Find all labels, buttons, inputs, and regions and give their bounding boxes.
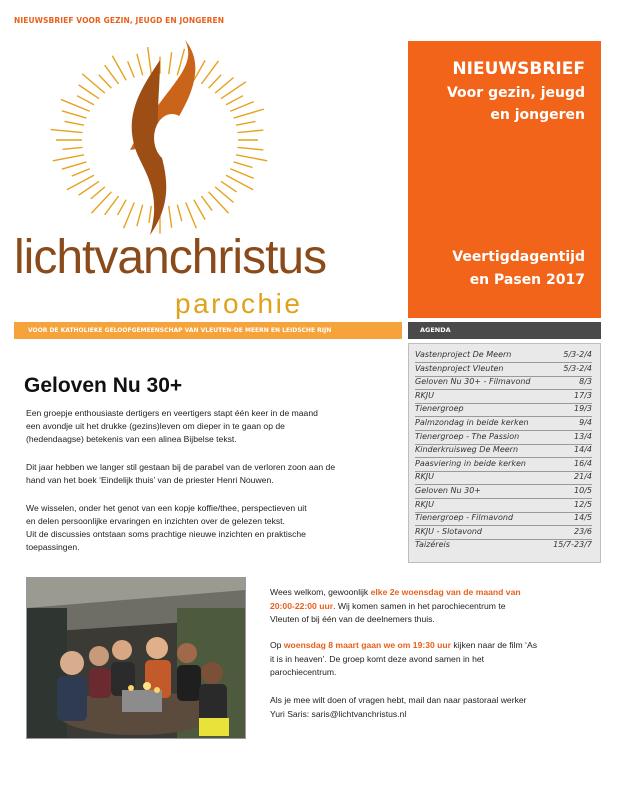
agenda-item-date: 17/3 [574,390,592,400]
agenda-item-name: RKJU [415,472,435,482]
banner-title: NIEUWSBRIEF [452,59,585,79]
banner-period-1: Veertigdagentijd [452,249,585,265]
text-line: een avondje uit het drukke (gezins)leven om dieper in te gaan op de [26,421,285,431]
agenda-item-date: 8/3 [579,377,592,387]
banner-period-2: en Pasen 2017 [469,272,585,288]
agenda-item-name: RKJU - Slotavond [415,526,483,536]
contact-paragraph [270,694,590,721]
agenda-item-name: RKJU [415,390,435,400]
agenda-header: AGENDA [408,322,601,339]
text-line: parochiecentrum. [270,667,337,677]
text-line: hand van het boek ‘Eindelijk thuis’ van de priester Henri Nouwen. [26,475,274,485]
text-line: Vleuten of bij één van de deelnemers thuis. [270,614,435,624]
agenda-item-name: Tienergroep - Filmavond [415,513,514,523]
agenda-item-name: Geloven Nu 30+ [415,486,481,495]
text-line: 20:00-22:00 uur. Wij komen samen in het parochiecentrum te [270,600,506,611]
agenda-item-date: 15/7-23/7 [553,540,592,550]
article-paragraph-1 [26,407,391,446]
highlight-schedule: elke 2e woensdag van de maand van [370,587,521,597]
agenda-item-name: Palmzondag in beide kerken [415,418,529,427]
agenda-item-name: RKJU [415,499,435,509]
article-title: Geloven Nu 30+ [24,374,183,397]
agenda-item-date: 16/4 [574,458,592,468]
text-line: Dit jaar hebben we langer stil gestaan bij de parabel van de verloren zoon aan de [26,462,336,472]
text-line: Een groepje enthousiaste dertigers en veertigers stapt één keer in de maand [26,408,318,418]
highlight-date: woensdag 8 maart gaan we om 19:30 uur [283,640,452,650]
agenda-item [415,540,592,554]
group-photo [26,577,246,739]
text-line: Op woensdag 8 maart gaan we om 19:30 uur kijken naar de film ‘As [270,640,537,650]
text-line: Wees welkom, gewoonlijk elke 2e woensdag van de maand van [270,587,521,597]
agenda-item-date: 23/6 [574,526,592,536]
banner-subtitle-1: Voor gezin, jeugd [446,85,585,101]
agenda-item-name: Paasviering in beide kerken [415,458,526,468]
banner-subtitle-2: en jongeren [490,107,585,123]
film-paragraph [270,639,590,680]
article-paragraph-2 [26,461,391,487]
parish-brand-sub: parochie [175,288,303,319]
agenda-item-date: 21/4 [574,472,592,482]
agenda-item-date: 14/4 [574,445,592,455]
agenda-item-date: 5/3-2/4 [563,363,592,373]
community-tagline: VOOR DE KATHOLIEKE GELOOFGEMEENSCHAP VAN VLEUTEN-DE MEERN EN LEIDSCHE RIJN [14,322,402,339]
agenda-item-date: 13/4 [574,431,592,441]
newsletter-topline: NIEUWSBRIEF VOOR GEZIN, JEUGD EN JONGEREN [14,16,225,25]
text-line: it is in heaven’. De groep komt deze avond samen in het [270,653,485,664]
agenda-item-name: Kinderkruisweg De Meern [415,445,519,455]
newsletter-banner [408,41,601,318]
agenda-item-date: 9/4 [579,418,592,427]
text-line: Uit de discussies ontstaan soms prachtige nieuwe inzichten en praktische [26,529,306,539]
agenda-item-date: 14/5 [574,513,592,523]
agenda-item-name: Tienergroep [415,404,464,414]
agenda-item-name: Geloven Nu 30+ - Filmavond [415,377,531,387]
agenda-item-name: Tienergroep - The Passion [415,431,520,441]
parish-brand-name: lichtvanchristus [14,231,327,284]
agenda-item-date: 10/5 [574,486,592,495]
article-paragraph-3 [26,502,391,554]
text-line: (hedendaagse) betekenis van een alinea Bijbelse tekst. [26,434,237,444]
text-line: We wisselen, onder het genot van een kopje koffie/thee, perspectieven uit [26,503,307,513]
agenda-item-date: 12/5 [574,499,592,509]
highlight-time: 20:00-22:00 uur [270,600,334,611]
text-line: Als je mee wilt doen of vragen hebt, mail dan naar pastoraal werker [270,695,527,705]
sun-logo-icon [10,30,340,245]
agenda-item-date: 5/3-2/4 [563,350,592,359]
agenda-item-date: 19/3 [574,404,592,414]
agenda-item-name: Vastenproject Vleuten [415,363,504,373]
contact-email[interactable]: Yuri Saris: saris@lichtvanchristus.nl [270,708,407,719]
text-line: en delen persoonlijke ervaringen en inzichten over de gelezen tekst. [26,516,285,526]
invitation-paragraph [270,586,590,627]
agenda-item-name: Taizéreis [415,540,450,550]
agenda-list [408,343,601,563]
text-line: toepassingen. [26,542,80,552]
agenda-item-name: Vastenproject De Meern [415,350,512,359]
